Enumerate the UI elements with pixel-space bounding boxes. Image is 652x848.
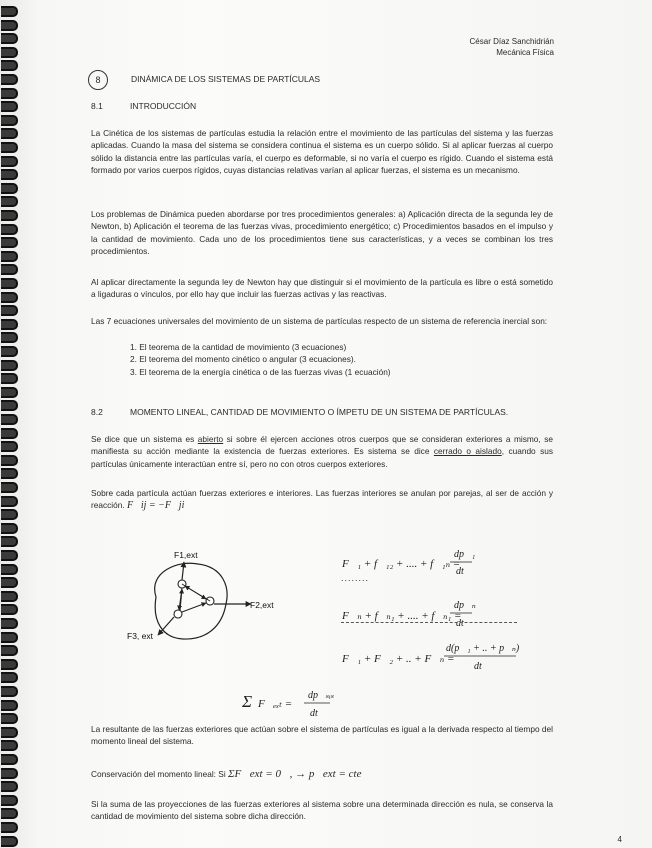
binding-ring <box>1 251 18 262</box>
binding-ring <box>1 196 18 207</box>
binding-ring <box>1 740 18 751</box>
binding-ring <box>1 523 18 534</box>
binding-ring <box>1 468 18 479</box>
svg-text:dt: dt <box>310 708 318 719</box>
equations-list <box>130 341 391 378</box>
binding-ring <box>1 292 18 303</box>
binding-ring <box>1 60 18 71</box>
binding-ring <box>1 319 18 330</box>
resultant-equation <box>240 683 370 723</box>
binding-ring <box>1 305 18 316</box>
paragraph-projection: Si la suma de las proyecciones de las fuerzas exteriores al sistema sobre una determinada dirección es nula, se conserva la cantidad de movimiento del sistema sobre dicha dirección. <box>91 799 553 822</box>
binding-ring <box>1 632 18 643</box>
binding-ring <box>1 47 18 58</box>
binding-ring <box>1 536 18 547</box>
svg-text:F⃗₁ + F⃗₂ + .. + F⃗ₙ =: F⃗₁ + F⃗₂ + .. + F⃗ₙ = <box>342 653 455 665</box>
header-author: César Díaz Sanchidrián <box>469 37 554 46</box>
binding-ring <box>1 183 18 194</box>
binding-ring <box>1 332 18 343</box>
binding-ring <box>1 822 18 833</box>
binding-ring <box>1 781 18 792</box>
binding-ring <box>1 509 18 520</box>
binding-ring <box>1 550 18 561</box>
term-abierto: abierto <box>197 434 224 444</box>
label-f1-ext: F1,ext <box>174 550 198 560</box>
paragraph-newton: Al aplicar directamente la segunda ley de Newton hay que distinguir si el movimiento de la partícula es libre o está sometido a ligaduras o vínculos, por ello hay que incluir las fuerzas activas y las reactivas. <box>91 277 553 300</box>
paragraph-forces: Sobre cada partícula actúan fuerzas exteriores e interiores. Las fuerzas interiores se anulan por parejas, al ser de acción y reacción. F⃗ij = −F⃗ji <box>91 488 553 512</box>
svg-text:F⃗ₑₓₜ =: F⃗ₑₓₜ = <box>258 698 293 710</box>
binding-ring <box>1 346 18 357</box>
binding-ring <box>1 672 18 683</box>
binding-ring <box>1 142 18 153</box>
binding-ring <box>1 482 18 493</box>
binding-ring <box>1 264 18 275</box>
binding-ring <box>1 455 18 466</box>
svg-text:F⃗ₙ + f⃗ₙ₁ + .... + f⃗ₙ₁ =: F⃗ₙ + f⃗ₙ₁ + .... + f⃗ₙ₁ = <box>342 610 462 622</box>
forces-diagram <box>118 542 298 647</box>
binding-ring <box>1 74 18 85</box>
binding-ring <box>1 278 18 289</box>
svg-text:dp⃗ₙ: dp⃗ₙ <box>454 600 476 611</box>
binding-ring <box>1 686 18 697</box>
binding-ring <box>1 210 18 221</box>
binding-ring <box>1 604 18 615</box>
equations-block <box>336 540 536 680</box>
svg-text:dt: dt <box>474 661 482 672</box>
chapter-number: 8 <box>88 70 108 90</box>
binding-ring <box>1 591 18 602</box>
binding-ring <box>1 645 18 656</box>
svg-text:dp⃗₁: dp⃗₁ <box>454 549 476 560</box>
binding-ring <box>1 727 18 738</box>
svg-text:dp⃗ₛᵢₛ: dp⃗ₛᵢₛ <box>308 690 335 701</box>
svg-text:F⃗₁ + f⃗₁₂ + .... + f⃗₁ₙ =: F⃗₁ + f⃗₁₂ + .... + f⃗₁ₙ = <box>342 558 461 570</box>
binding-ring <box>1 700 18 711</box>
svg-text:dt: dt <box>456 566 464 577</box>
section-title: MOMENTO LINEAL, CANTIDAD DE MOVIMIENTO O ÍMPETU DE UN SISTEMA DE PARTÍCULAS. <box>130 407 509 417</box>
paragraph-resultant: La resultante de las fuerzas exteriores que actúan sobre el sistema de partículas es igual a la derivada respecto al tiempo del momento lineal del sistema. <box>91 724 553 747</box>
particle-3 <box>174 610 182 618</box>
binding-ring <box>1 577 18 588</box>
binding-ring <box>1 441 18 452</box>
binding-ring <box>1 659 18 670</box>
spiral-binding <box>0 0 20 848</box>
binding-ring <box>1 156 18 167</box>
paragraph-conservation <box>91 768 553 780</box>
page-number: 4 <box>617 835 622 844</box>
binding-ring <box>1 618 18 629</box>
chapter-title: DINÁMICA DE LOS SISTEMAS DE PARTÍCULAS <box>131 74 321 84</box>
term-cerrado: cerrado o aislado <box>433 446 502 457</box>
binding-ring <box>1 169 18 180</box>
list-item: 3. El teorema de la energía cinética o de las fuerzas vivas (1 ecuación) <box>130 366 391 377</box>
page-header <box>470 36 554 58</box>
binding-ring <box>1 414 18 425</box>
binding-ring <box>1 101 18 112</box>
binding-ring <box>1 88 18 99</box>
binding-ring <box>1 496 18 507</box>
paragraph-procedures: Los problemas de Dinámica pueden abordarse por tres procedimientos generales: a) Aplicación directa de la segunda ley de Newton, b) Aplicación el teorema de las fuerzas vivas, procedimiento energético; c) Procedimientos basados en el impulso y la cantidad de movimiento. Cada uno de los procedimientos tiene sus características, y a veces se combinan los tres procedimientos. <box>91 209 553 256</box>
binding-ring <box>1 808 18 819</box>
binding-ring <box>1 754 18 765</box>
binding-ring <box>1 6 18 17</box>
binding-ring <box>1 428 18 439</box>
section-heading-8-1 <box>91 101 196 111</box>
section-number: 8.1 <box>91 101 103 111</box>
binding-ring <box>1 400 18 411</box>
list-item: 2. El teorema del momento cinético o angular (3 ecuaciones). <box>130 354 356 365</box>
section-title: INTRODUCCIÓN <box>130 101 197 111</box>
paragraph-open-closed: Se dice que un sistema es abierto si sobre él ejercen acciones otros cuerpos que se consideran exteriores a mismo, se manifiesta su acción mediante la existencia de fuerzas exteriores. Es sistema se dice cerrado o aislado, cuando sus partículas únicamente interactúan entre sí, pero no con otros cuerpos exteriores. <box>91 434 553 469</box>
conservation-equation: ΣF⃗ext = 0⃗, → p⃗ext = cte <box>227 768 362 780</box>
binding-ring <box>1 713 18 724</box>
paragraph-intro: La Cinética de los sistemas de partículas estudia la relación entre el movimiento de las partículas del sistema y las fuerzas aplicadas. Cuando la masa del sistema se considera continua el sistema es un cuerpo sólido. Si al aplicar fuerzas al cuerpo sólido la distancia entre las partículas varía, el cuerpo es deformable, si no varía el cuerpo es rígido. Cuando el sistema está formado por varios cuerpos rígidos, cuyas distancias relativas varían al aplicar fuerzas, el sistema es un mecanismo. <box>91 128 553 175</box>
dashed-separator <box>341 622 517 623</box>
binding-ring <box>1 836 18 847</box>
header-subject: Mecánica Física <box>496 48 554 57</box>
binding-ring <box>1 33 18 44</box>
svg-text:d(p⃗₁ + .. + p⃗ₙ): d(p⃗₁ + .. + p⃗ₙ) <box>446 643 520 654</box>
system-boundary <box>155 563 227 639</box>
binding-ring <box>1 360 18 371</box>
action-reaction-equation: F⃗ij = −F⃗ji <box>126 500 185 512</box>
ellipsis-dots: ........ <box>341 573 370 583</box>
binding-ring <box>1 768 18 779</box>
conservation-label: Conservación del momento lineal: Si <box>91 769 226 779</box>
label-f2-ext: F2,ext <box>250 600 274 610</box>
binding-ring <box>1 128 18 139</box>
label-f3-ext: F3, ext <box>127 631 153 641</box>
binding-ring <box>1 564 18 575</box>
binding-ring <box>1 237 18 248</box>
section-number: 8.2 <box>91 407 103 417</box>
svg-text:dt: dt <box>456 618 464 629</box>
paragraph-equations: Las 7 ecuaciones universales del movimiento de un sistema de partículas respecto de un sistema de referencia inercial son: <box>91 316 548 326</box>
binding-ring <box>1 795 18 806</box>
binding-ring <box>1 373 18 384</box>
section-heading-8-2 <box>91 407 508 417</box>
binding-ring <box>1 387 18 398</box>
binding-ring <box>1 20 18 31</box>
svg-text:Σ: Σ <box>242 692 253 711</box>
binding-ring <box>1 224 18 235</box>
binding-ring <box>1 115 18 126</box>
list-item: 1. El teorema de la cantidad de movimiento (3 ecuaciones) <box>130 342 347 352</box>
